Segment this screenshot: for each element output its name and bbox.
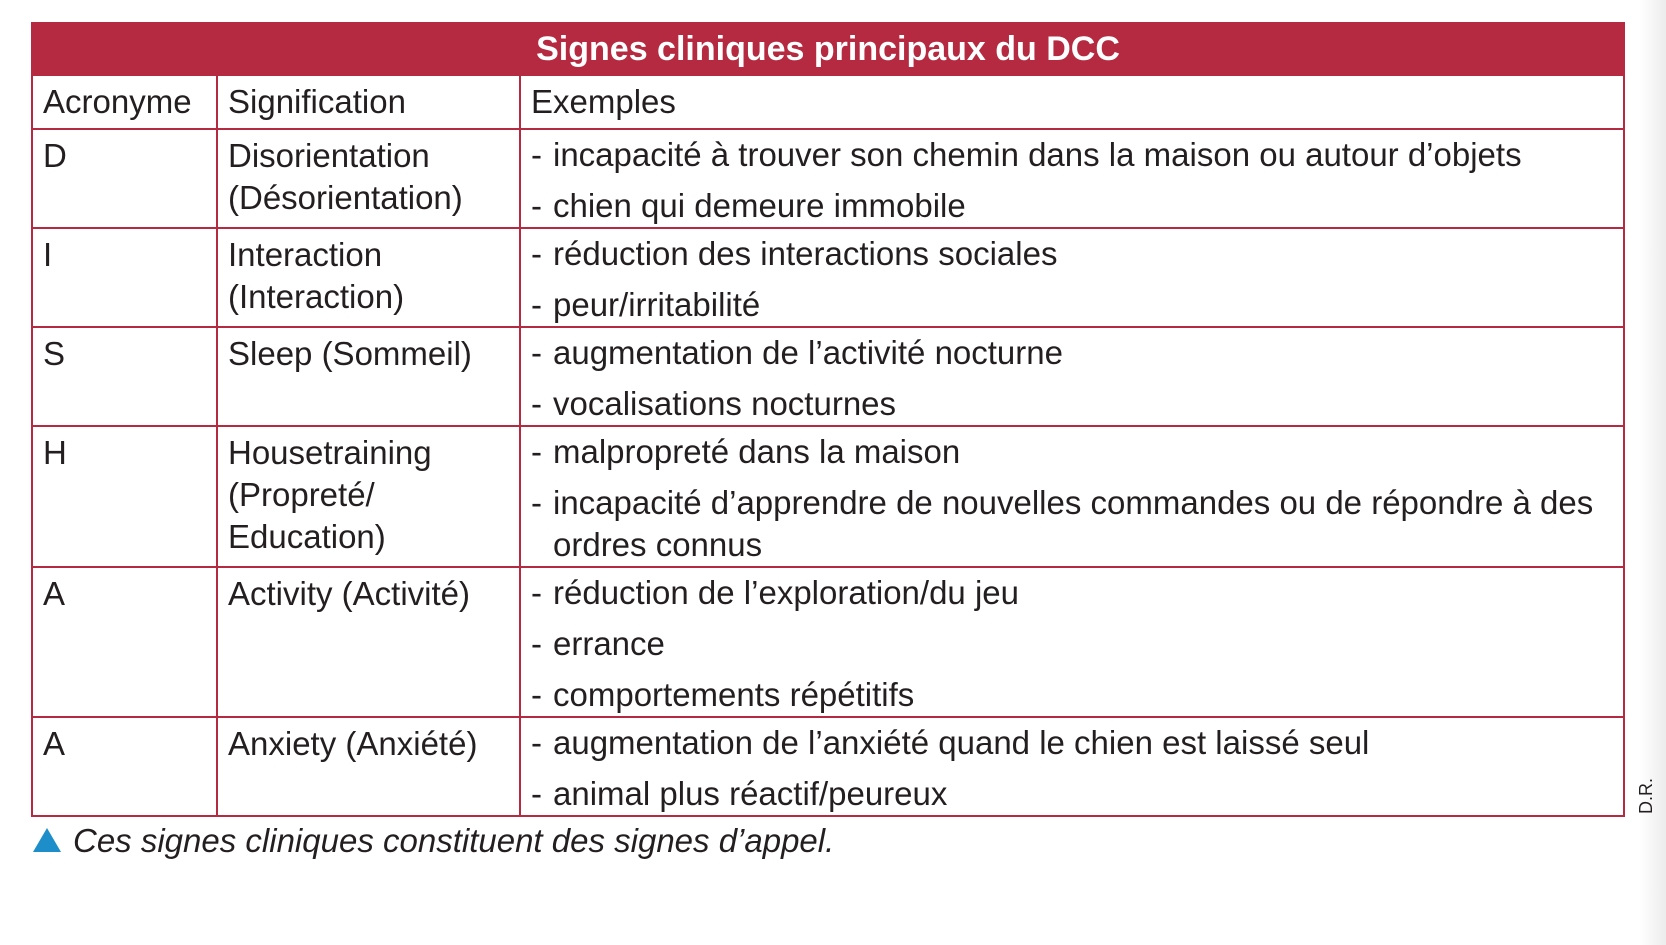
table-row bbox=[32, 228, 1624, 327]
meaning-cell: Activity (Activité) bbox=[217, 567, 520, 717]
example-text: réduction de l’exploration/du jeu bbox=[553, 574, 1019, 611]
clinical-signs-table bbox=[31, 22, 1625, 817]
list-dash: - bbox=[531, 187, 542, 224]
example-text: vocalisations nocturnes bbox=[553, 385, 897, 422]
example-item bbox=[531, 482, 1613, 566]
example-item bbox=[531, 185, 1613, 227]
example-text: augmentation de l’activité nocturne bbox=[553, 334, 1063, 371]
table-title-row bbox=[32, 23, 1624, 75]
acronym-cell: H bbox=[32, 426, 217, 567]
credit-text: D.R. bbox=[1636, 778, 1656, 814]
example-item bbox=[531, 233, 1613, 275]
acronym-cell: A bbox=[32, 567, 217, 717]
list-dash: - bbox=[531, 574, 542, 611]
photo-credit bbox=[1636, 770, 1660, 818]
list-dash: - bbox=[531, 136, 542, 173]
meaning-cell: Disorientation (Désorientation) bbox=[217, 129, 520, 228]
list-dash: - bbox=[531, 625, 542, 662]
examples-cell bbox=[520, 129, 1624, 228]
acronym-cell: A bbox=[32, 717, 217, 816]
examples-cell bbox=[520, 567, 1624, 717]
acronym-cell: I bbox=[32, 228, 217, 327]
example-text: malpropreté dans la maison bbox=[553, 433, 961, 470]
column-header-meaning: Signification bbox=[217, 75, 520, 129]
example-text: chien qui demeure immobile bbox=[553, 187, 966, 224]
table-row bbox=[32, 129, 1624, 228]
caption-text: Ces signes cliniques constituent des signes d’appel. bbox=[73, 822, 835, 859]
example-item bbox=[531, 383, 1613, 425]
meaning-cell: Housetraining (Propreté/ Education) bbox=[217, 426, 520, 567]
figure-caption bbox=[33, 822, 834, 860]
table-title: Signes cliniques principaux du DCC bbox=[32, 23, 1624, 75]
example-item bbox=[531, 773, 1613, 815]
example-text: peur/irritabilité bbox=[553, 286, 761, 323]
meaning-cell: Interaction (Interaction) bbox=[217, 228, 520, 327]
list-dash: - bbox=[531, 775, 542, 812]
table-row bbox=[32, 426, 1624, 567]
triangle-up-icon bbox=[33, 828, 61, 852]
example-item bbox=[531, 332, 1613, 374]
column-header-acronym: Acronyme bbox=[32, 75, 217, 129]
example-item bbox=[531, 722, 1613, 764]
list-dash: - bbox=[531, 433, 542, 470]
example-item bbox=[531, 134, 1613, 176]
meaning-cell: Anxiety (Anxiété) bbox=[217, 717, 520, 816]
example-item bbox=[531, 623, 1613, 665]
table-row bbox=[32, 327, 1624, 426]
table-header-row bbox=[32, 75, 1624, 129]
example-text: réduction des interactions sociales bbox=[553, 235, 1058, 272]
example-item bbox=[531, 431, 1613, 473]
examples-cell bbox=[520, 327, 1624, 426]
column-header-examples: Exemples bbox=[520, 75, 1624, 129]
example-text: animal plus réactif/peureux bbox=[553, 775, 948, 812]
list-dash: - bbox=[531, 724, 542, 761]
acronym-cell: S bbox=[32, 327, 217, 426]
example-text: augmentation de l’anxiété quand le chien est laissé seul bbox=[553, 724, 1370, 761]
list-dash: - bbox=[531, 334, 542, 371]
list-dash: - bbox=[531, 286, 542, 323]
example-item bbox=[531, 284, 1613, 326]
clinical-signs-table-container bbox=[31, 22, 1623, 817]
example-item bbox=[531, 674, 1613, 716]
list-dash: - bbox=[531, 385, 542, 422]
examples-cell bbox=[520, 426, 1624, 567]
example-item bbox=[531, 572, 1613, 614]
examples-cell bbox=[520, 228, 1624, 327]
list-dash: - bbox=[531, 676, 542, 713]
acronym-cell: D bbox=[32, 129, 217, 228]
table-row bbox=[32, 567, 1624, 717]
examples-cell bbox=[520, 717, 1624, 816]
table-row bbox=[32, 717, 1624, 816]
example-text: errance bbox=[553, 625, 665, 662]
list-dash: - bbox=[531, 235, 542, 272]
table-body bbox=[32, 129, 1624, 816]
example-text: incapacité à trouver son chemin dans la maison ou autour d’objets bbox=[553, 136, 1522, 173]
meaning-cell: Sleep (Sommeil) bbox=[217, 327, 520, 426]
example-text: incapacité d’apprendre de nouvelles commandes ou de répondre à des ordres connus bbox=[553, 484, 1594, 563]
list-dash: - bbox=[531, 484, 542, 521]
example-text: comportements répétitifs bbox=[553, 676, 915, 713]
